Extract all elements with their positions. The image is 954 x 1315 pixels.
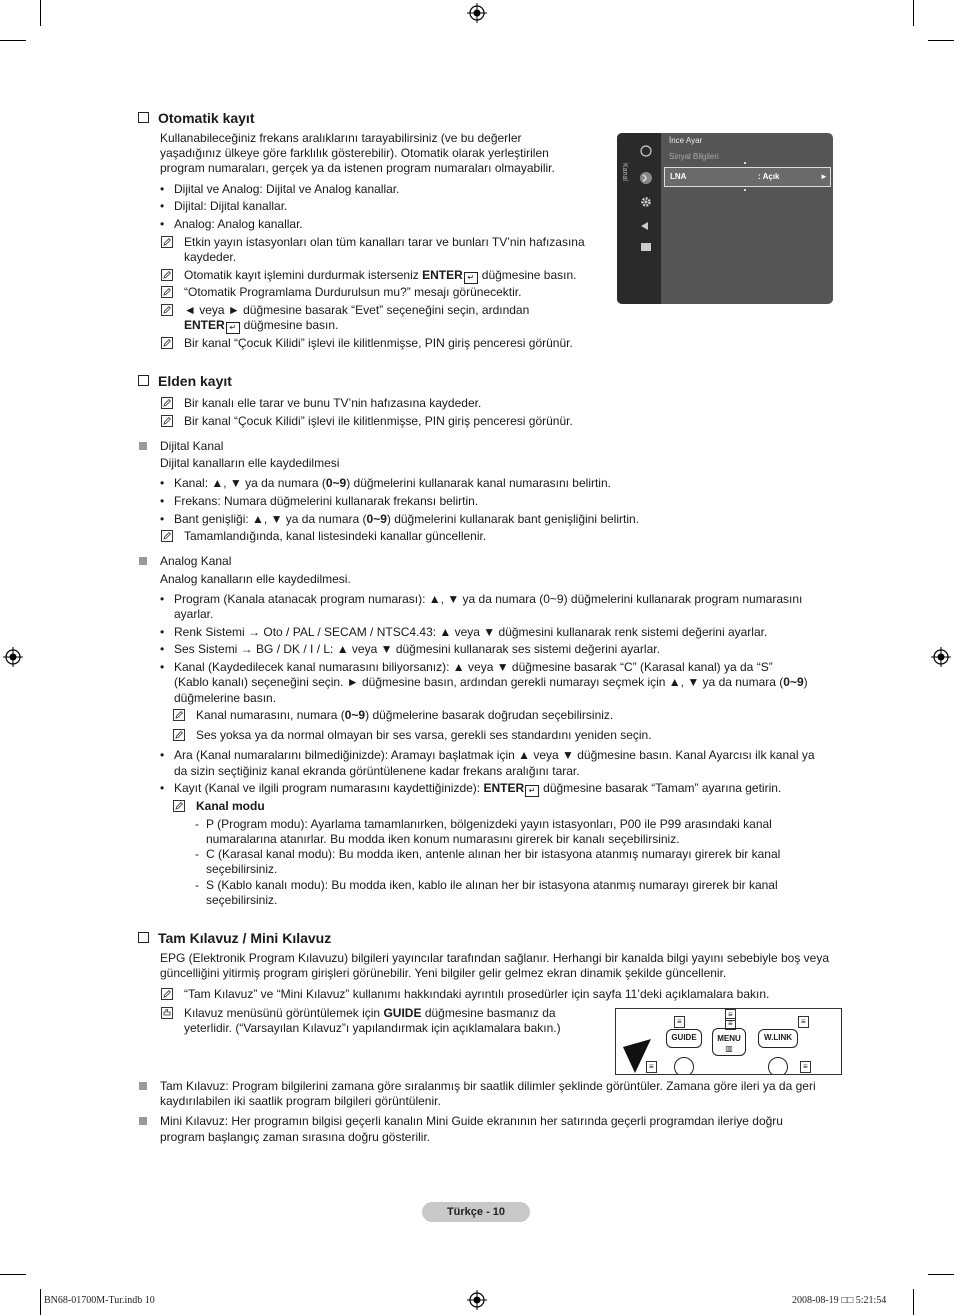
square-text: program başlangıç zaman sırasına doğru gösterilir. [160,1130,431,1144]
remote-small-button: ≡ [725,1009,736,1021]
note-text: “Tam Kılavuz” ve “Mini Kılavuz” kullanımı hakkındaki ayrıntılı prosedürler için sayfa 11’deki açıklamalara bakın. [184,987,770,1001]
dash-mark: - [195,817,199,831]
right-arrow-icon: ► [820,172,828,181]
note-text: Kanal numarasını, numara ( [196,708,345,722]
subsection-sub: Analog kanalların elle kaydedilmesi. [160,572,351,586]
note-icon [173,729,185,741]
enter-icon: ↵ [525,785,539,797]
square-bullet-icon [139,557,147,565]
note-icon [161,236,173,248]
section-title-text: Otomatik kayıt [158,110,255,126]
application-icon [639,240,653,254]
remote-wlink-button: W.LINK [758,1029,798,1048]
registration-mark-icon [467,3,487,23]
remote-menu-label: MENU [717,1034,741,1043]
square-text: kaydırılabilen iki saatlik program bilgileri görüntülenir. [160,1094,441,1108]
crop-mark [0,1274,26,1275]
bullet-text: ) düğmelerini kullanarak bant genişliğini belirtin. [386,512,640,526]
enter-label: ENTER [184,318,225,332]
note-icon [161,286,173,298]
epg-line: güncelliğini yitirmiş program girişleri görünebilir. Yeni bilgiler gelir gelmez ekran dinamik şekilde güncellenir. [160,966,727,980]
remote-menu-button [712,1028,746,1056]
registration-mark-icon [931,647,951,667]
tip-text: Kılavuz menüsünü görüntülemek için [184,1006,381,1020]
crop-mark [913,1289,914,1315]
bullet-text: da sizin seçtiğiniz kanal ekranda görüntülenene kadar frekans aralığını tarar. [174,764,580,778]
square-text: Mini Kılavuz: Her programın bilgisi geçerli kanalın Mini Guide ekranının her satırında geçerli programdan ileriye doğru [160,1114,783,1128]
pointer-arrow-icon [621,1039,661,1075]
setup-gear-icon [639,195,653,209]
bullet-text: ) [803,675,808,689]
enter-label: ENTER [422,268,463,282]
tip-text: düğmesine basmanız da [424,1006,556,1020]
registration-mark-icon [3,647,23,667]
square-bullet-icon [139,442,147,450]
print-slug-left: BN68-01700M-Tur.indb 10 [44,1295,155,1306]
dash-text: seçebilirsiniz. [206,862,278,876]
section-title-tam-kilavuz [138,930,331,946]
note-text: Bir kanalı elle tarar ve bunu TV’nin hafızasına kaydeder. [184,396,482,410]
enter-icon: ↵ [464,272,478,284]
tv-menu-row: Sinyal Bilgileri [669,152,719,161]
remote-round-button [674,1057,694,1075]
checkbox-icon [138,112,149,123]
dash-text: S (Kablo kanalı modu): Bu modda iken, kablo ile alınan her bir istasyona atanmış numarayı girerek bir kanal [206,878,778,892]
bullet-text: Renk Sistemi → Oto / PAL / SECAM / NTSC4.43: ▲ veya ▼ düğmesini kullanarak renk sistemi değerini ayarlar. [174,625,768,639]
subsection-sub: Dijital kanalların elle kaydedilmesi [160,456,340,470]
note-icon [161,269,173,281]
tv-menu-selected-row [664,167,831,187]
menu-icon: ▥ [725,1044,733,1053]
dash-text: numaralarına atanırlar. Bu modda iken konum numarasını girerek bir kanalı seçebilirsiniz. [206,832,680,846]
crop-mark [0,40,26,41]
section-title-text: Tam Kılavuz / Mini Kılavuz [158,930,332,946]
bullet-text: Frekans: Numara düğmelerini kullanarak frekansı belirtin. [174,494,479,508]
page-number-label: Türkçe - 10 [422,1202,530,1222]
crop-mark [928,1274,954,1275]
dash-text: P (Program modu): Ayarlama tamamlanırken, bölgenizdeki yayın istasyonları, P00 ile P99 arasındaki kanal [206,817,772,831]
remote-return-button [768,1057,788,1075]
square-bullet-icon [139,1117,147,1125]
remote-small-button: ≡ [725,1018,736,1030]
note-text: Bir kanal “Çocuk Kilidi” işlevi ile kilitlenmişse, PIN giriş penceresi görünür. [184,336,573,350]
bullet-text: Program (Kanala atanacak program numarası): ▲, ▼ ya da numara (0~9) düğmelerini kullanarak program numarasını [174,592,803,606]
enter-icon: ↵ [226,322,240,334]
tip-hand-icon [161,1007,173,1019]
guide-label: GUIDE [383,1006,422,1020]
tv-menu-row: İnce Ayar [669,136,703,145]
bullet-text: düğmelerine basın. [174,691,277,705]
remote-control-illustration [615,1008,842,1075]
checkbox-icon [138,932,149,943]
note-text: ) düğmelerine basarak doğrudan seçebilirsiniz. [365,708,614,722]
print-slug-right: 2008-08-19 □□ 5:21:54 [792,1295,887,1306]
enter-label: ENTER [483,781,525,795]
bullet-bold: 0~9 [783,675,804,689]
remote-small-button: ≡ [798,1016,809,1028]
note-text: Ses yoksa ya da normal olmayan bir ses varsa, gerekli ses standardını yeniden seçin. [196,728,652,742]
note-text: düğmesine basın. [243,318,339,332]
input-icon [639,219,653,233]
intro-line: program numaraları, gerçek ya da istenen program numaraları olmayabilir. [160,161,555,175]
remote-small-button: ≡ [674,1016,685,1028]
dash-text: C (Karasal kanal modu): Bu modda iken, antenle alınan her bir istasyona atanmış numarayı girerek bir kanal [206,847,781,861]
crop-mark [40,0,41,26]
bullet-text: Bant genişliği: ▲, ▼ ya da numara ( [174,512,367,526]
bullet-text: düğmesine basarak “Tamam” ayarına getirin. [543,781,782,795]
bullet-bold: 0~9 [366,512,387,526]
note-icon [161,337,173,349]
epg-line: EPG (Elektronik Program Kılavuzu) bilgileri yayıncılar tarafından sağlanır. Herhangi bir kanalda bilgi yayını sebebiyle boş veya [160,951,829,965]
bullet-text: Dijital ve Analog: Dijital ve Analog kanallar. [174,182,400,196]
subsection-head: Dijital Kanal [160,439,224,453]
note-text: Tamamlandığında, kanal listesindeki kanallar güncellenir. [184,529,487,543]
note-icon [161,304,173,316]
note-icon [161,397,173,409]
bullet-text: Ses Sistemi → BG / DK / I / L: ▲ veya ▼ düğmesini kullanarak ses sistemi değerini ayarlar. [174,642,660,656]
bullet-bold: 0~9 [325,476,347,490]
note-icon [161,988,173,1000]
kanal-modu-head: Kanal modu [196,799,265,813]
bullet-text: Kanal: ▲, ▼ ya da numara ( [174,476,326,490]
section-title-text: Elden kayıt [158,373,232,389]
tv-menu-screenshot [617,133,833,304]
remote-guide-button: GUIDE [666,1029,702,1048]
registration-mark-icon [467,1290,487,1310]
note-text: Etkin yayın istasyonları olan tüm kanalları tarar ve bunları TV’nin hafızasına [184,235,585,249]
checkbox-icon [138,375,149,386]
note-icon [173,709,185,721]
remote-small-button: ≡ [646,1061,657,1073]
bullet-text: ) düğmelerini kullanarak kanal numarasını belirtin. [346,476,611,490]
subsection-head: Analog Kanal [160,554,232,568]
section-title-elden-kayit [138,373,232,389]
note-text: “Otomatik Programlama Durdurulsun mu?” mesajı görünecektir. [184,285,522,299]
note-text: Bir kanal “Çocuk Kilidi” işlevi ile kilitlenmişse, PIN giriş penceresi görünür. [184,414,573,428]
remote-small-button: ≡ [800,1061,811,1073]
crop-mark [40,1289,41,1315]
note-text: ◄ veya ► düğmesine basarak “Evet” seçeneğini seçin, ardından [184,303,530,317]
bullet-text: Kanal (Kaydedilecek kanal numarasını biliyorsanız): ▲ veya ▼ düğmesine basarak “C” (Karasal kanal) ya da “S” [174,660,773,674]
bullet-text: (Kablo kanalı) seçeneğini seçin. ► düğmesine basın, ardından gerekli numarayı seçmek için ▲, ▼ ya da numara ( [174,675,784,689]
square-text: Tam Kılavuz: Program bilgilerini zamana göre sıralanmış bir saatlik dilimler şeklinde görüntüler. Zamana göre ileri ya da geri [160,1079,816,1093]
intro-paragraph [160,131,555,176]
picture-icon [639,144,653,158]
crop-mark [913,0,914,26]
note-text: Otomatik kayıt işlemini durdurmak isterseniz [184,268,419,282]
intro-line: yaşadığınız ülkeye göre farklılık gösterebilir). Otomatik olarak yerleştirilen [160,146,549,160]
lna-value: : Açık [758,172,780,181]
bullet-text: Analog: Analog kanallar. [174,217,303,231]
lna-label: LNA [670,172,687,181]
crop-mark [928,40,954,41]
section-title-otomatik-kayit [138,110,254,126]
note-icon [161,415,173,427]
tip-text: yeterlidir. (“Varsayılan Kılavuz”ı yapılandırmak için açıklamalara bakın.) [184,1021,561,1035]
note-text: kaydeder. [184,250,237,264]
square-bullet-icon [139,1082,147,1090]
dash-text: seçebilirsiniz. [206,893,278,907]
note-icon [161,530,173,542]
note-text: düğmesine basın. [481,268,577,282]
epg-paragraph [160,951,829,981]
channel-icon [639,171,653,185]
dash-mark: - [195,847,199,861]
bullet-text: Dijital: Dijital kanallar. [174,199,288,213]
note-bold: 0~9 [344,708,366,722]
dash-mark: - [195,878,199,892]
bullet-text: Kayıt (Kanal ve ilgili program numarasını kaydettiğinizde): [174,781,481,795]
intro-line: Kullanabileceğiniz frekans aralıklarını tarayabilirsiniz (ve bu değerler [160,131,522,145]
note-icon [173,800,185,812]
bullet-text: Ara (Kanal numaralarını bilmediğinizde): Aramayı başlatmak için ▲ veya ▼ düğmesine basın. Kanal Ayarcısı ilk kanal ya [174,748,815,762]
tv-menu-side-label: Kanal [621,163,628,181]
bullet-text: ayarlar. [174,607,214,621]
